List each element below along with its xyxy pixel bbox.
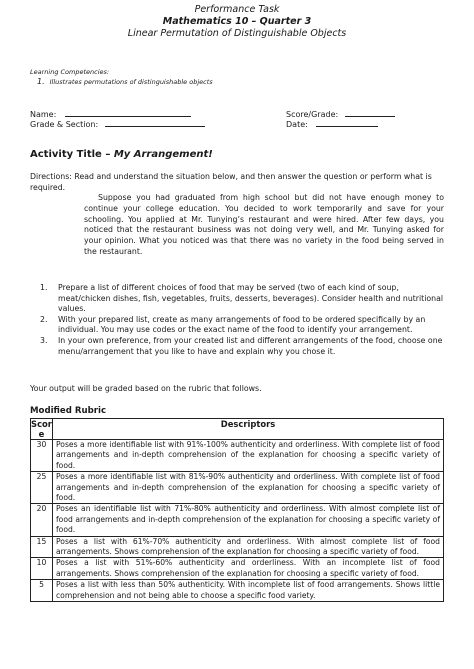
doc-title: Performance Task — [194, 4, 280, 15]
date-label: Date: — [286, 120, 308, 129]
name-blank[interactable] — [65, 109, 191, 117]
rubric-header-row — [31, 419, 444, 440]
score-label: Score/Grade: — [286, 110, 339, 119]
descriptor-cell: Poses a more identifiable list with 91%-100% authenticity and orderliness. With complete list of food arrangements and in-depth comprehension of the explanation for choosing a specific variety of food. — [53, 440, 444, 472]
date-field[interactable] — [286, 119, 378, 129]
task-item: 1. Prepare a list of different choices of food that may be served (two of each kind of soup, meat/chicken dishes, fish, vegetables, fruits, desserts, beverages). Consider health and nutritional values. — [40, 283, 444, 314]
score-cell: 25 — [31, 472, 53, 504]
task-item: 2. With your prepared list, create as many arrangements of food to be ordered specifically by an individual. You may use codes or the exact name of the food to identify your arrangement. — [40, 314, 426, 335]
table-row — [31, 472, 444, 504]
score-cell: 15 — [31, 536, 53, 558]
score-cell: 5 — [31, 580, 53, 602]
rubric-table — [30, 418, 444, 602]
table-row — [31, 536, 444, 558]
score-cell: 30 — [31, 440, 53, 472]
competency-item: 1. Illustrates permutations of distinguishable objects — [37, 77, 213, 86]
descriptor-cell: Poses an identifiable list with 71%-80% authenticity and orderliness. With almost complete list of food arrangements and in-depth comprehension of the explanation for choosing a specific variety of food. — [53, 504, 444, 536]
score-field[interactable] — [286, 109, 395, 119]
competencies-label: Learning Competencies: — [30, 68, 110, 76]
task-list — [30, 283, 444, 357]
directions-text: Directions: Read and understand the situation below, and then answer the question or perform what is required. — [30, 172, 432, 192]
doc-topic: Linear Permutation of Distinguishable Objects — [127, 28, 347, 39]
section-label: Grade & Section: — [30, 120, 99, 129]
table-row — [31, 580, 444, 602]
name-field[interactable] — [30, 109, 191, 119]
score-cell: 20 — [31, 504, 53, 536]
descriptors-header: Descriptors — [53, 419, 444, 440]
rubric-title: Modified Rubric — [30, 406, 107, 416]
date-blank[interactable] — [316, 119, 378, 127]
descriptor-cell: Poses a more identifiable list with 81%-90% authenticity and orderliness. With complete list of food arrangements and in-depth comprehension of the explanation for choosing a specific variety of food. — [53, 472, 444, 504]
doc-subtitle: Mathematics 10 – Quarter 3 — [162, 16, 312, 27]
descriptor-cell: Poses a list with 51%-60% authenticity and orderliness. With an incomplete list of food arrangements. Shows comprehension of the explanation for choosing a specific variety of food. — [53, 558, 444, 580]
score-header: Scor e — [31, 419, 52, 439]
descriptor-cell: Poses a list with 61%-70% authenticity and orderliness. With almost complete list of food arrangements. Shows comprehension of the explanation for choosing a specific variety of food. — [53, 536, 444, 558]
output-note: Your output will be graded based on the rubric that follows. — [30, 384, 262, 393]
section-blank[interactable] — [105, 119, 205, 127]
descriptor-cell: Poses a list with less than 50% authenticity. With incomplete list of food arrangements. Shows little comprehension and not being able to choose a specific food variety. — [53, 580, 444, 602]
score-cell: 10 — [31, 558, 53, 580]
table-row — [31, 504, 444, 536]
table-row — [31, 558, 444, 580]
name-label: Name: — [30, 110, 57, 119]
section-field[interactable] — [30, 119, 205, 129]
situation-paragraph: Suppose you had graduated from high school but did not have enough money to continue your college education. You decided to work temporarily and save for your schooling. You applied at Mr. Tunying’s restaurant and were hired. After few days, you noticed that the restaurant business was not doing very well, and Mr. Tunying asked for your opinion. What you noticed was that there was no variety in the food being served in the restaurant. — [84, 193, 444, 256]
score-blank[interactable] — [345, 109, 395, 117]
table-row — [31, 440, 444, 472]
activity-title: Activity Title – My Arrangement! — [30, 149, 213, 160]
task-item: 3. In your own preference, from your created list and different arrangements of the food, choose one menu/arrangement that you like to have and explain why you chose it. — [40, 335, 443, 356]
